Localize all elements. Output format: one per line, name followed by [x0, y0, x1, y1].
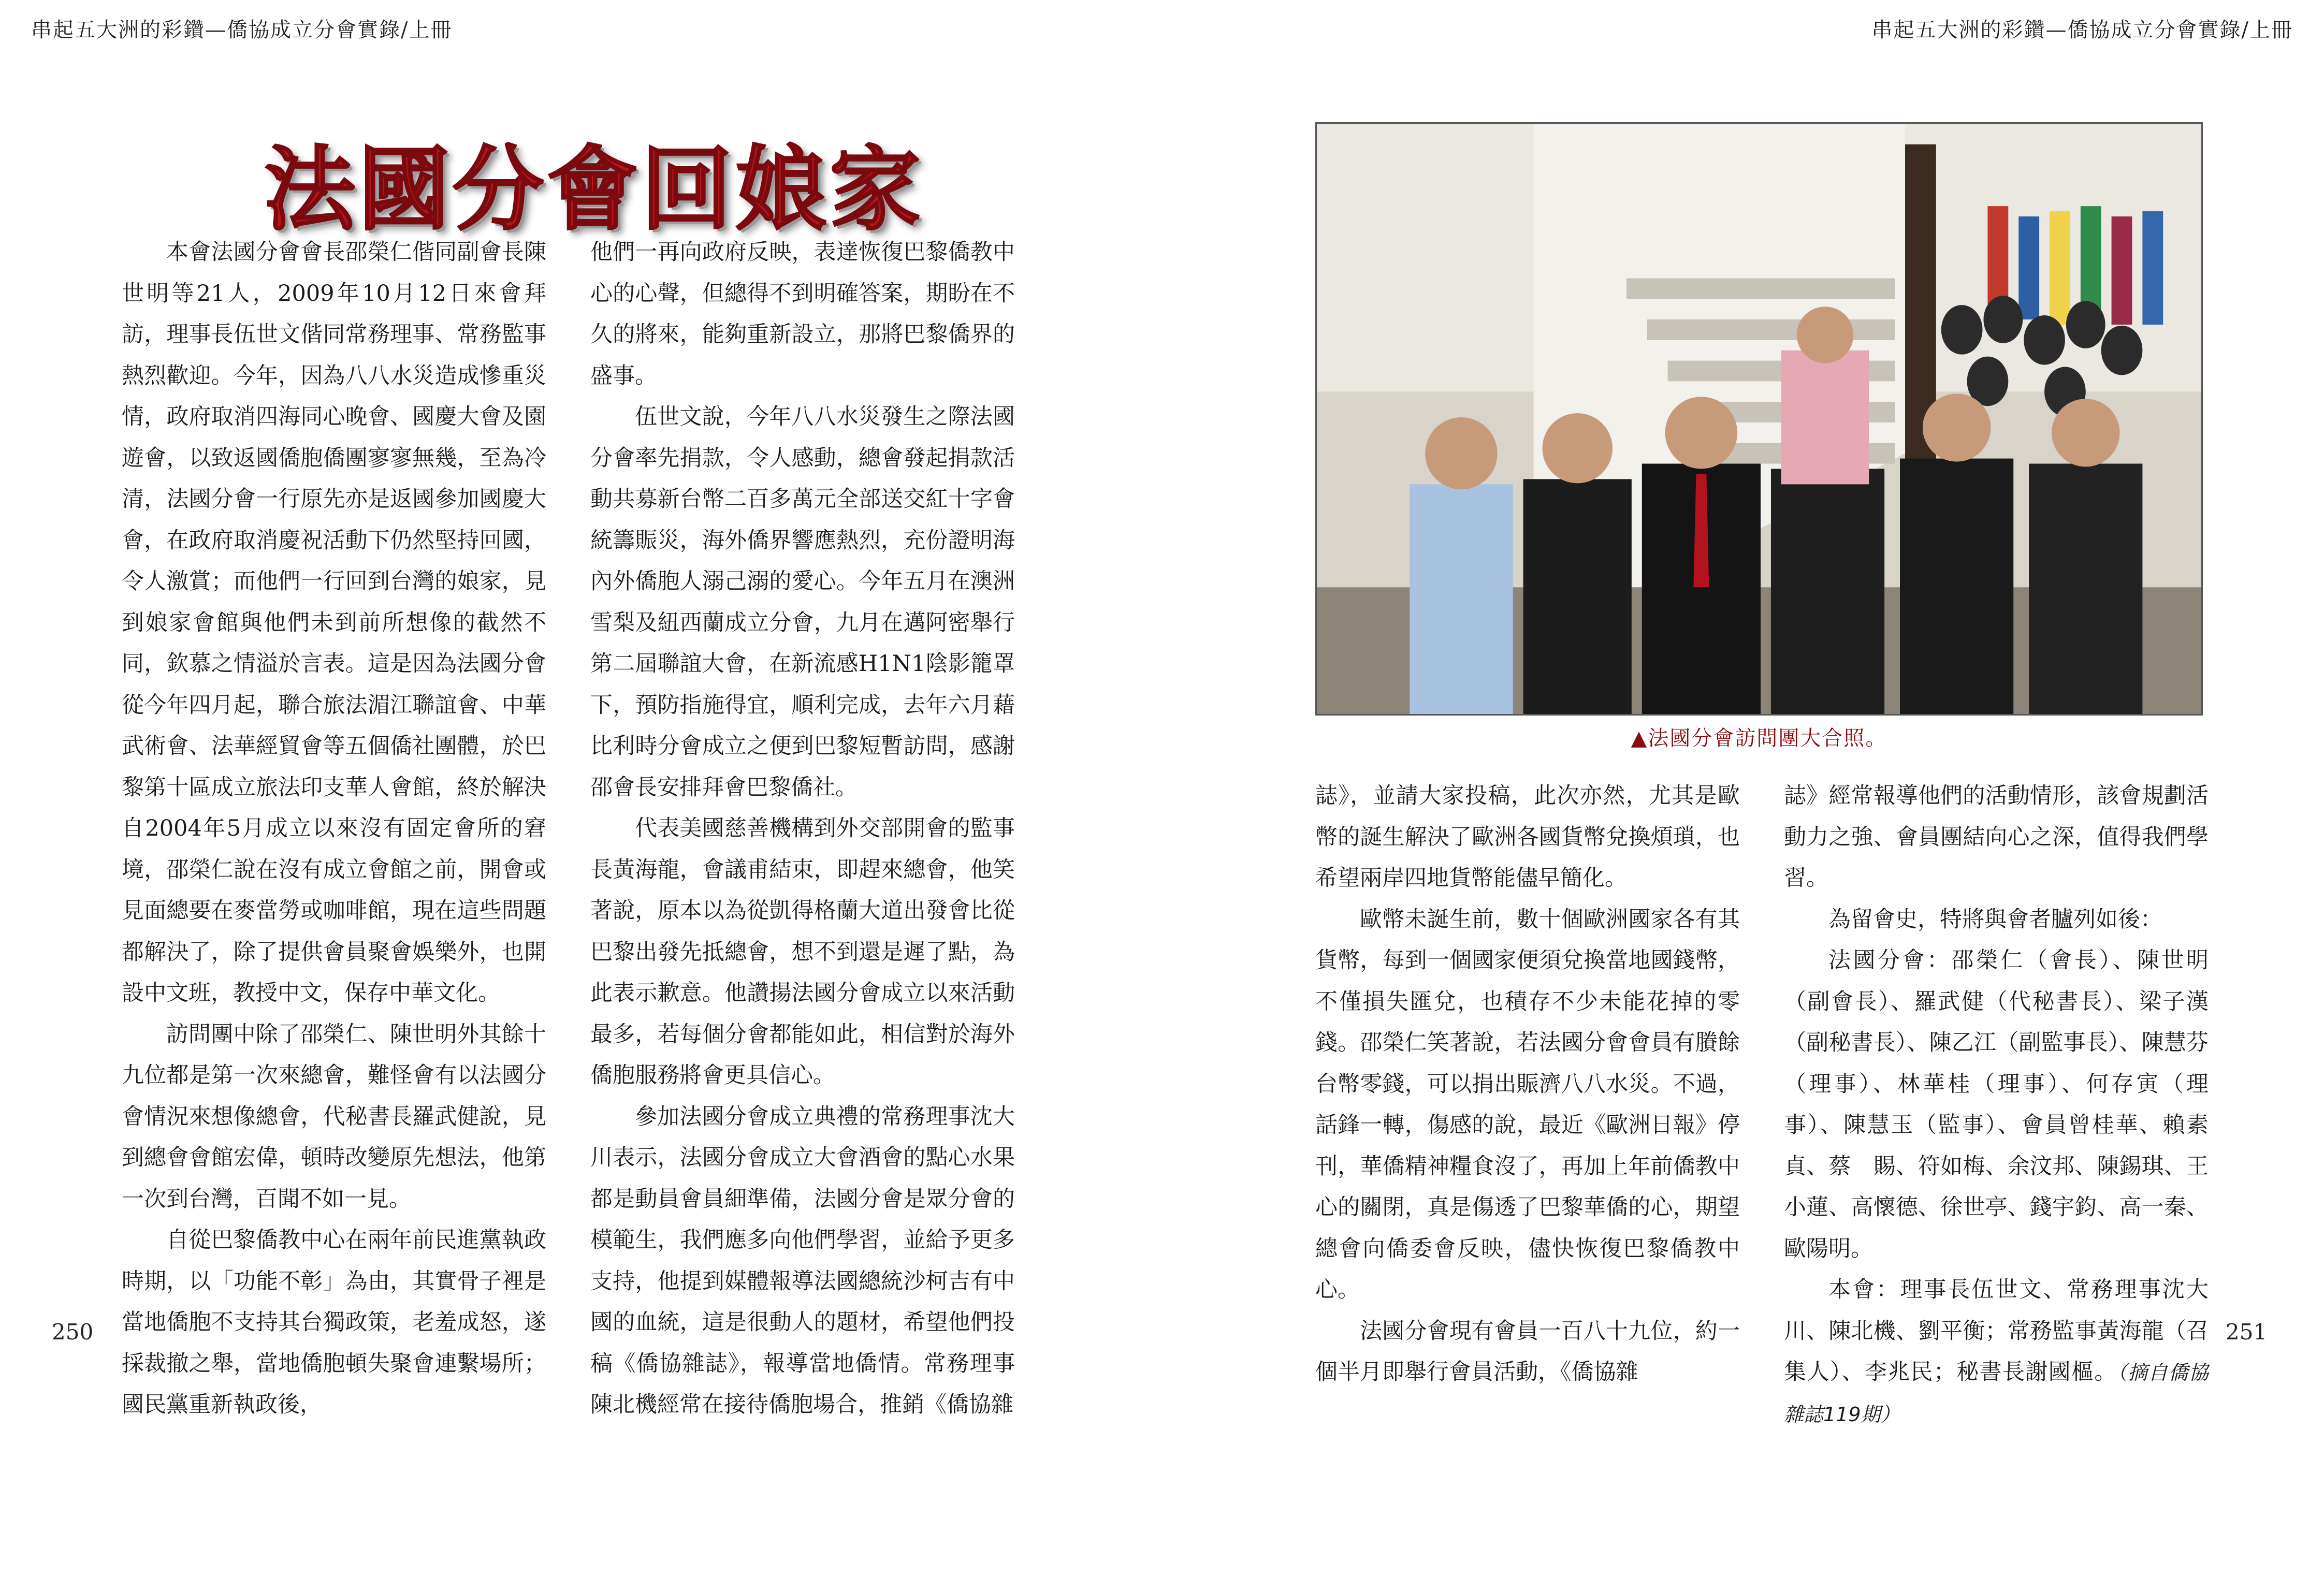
- paragraph: 誌》經常報導他們的活動情形，該會規劃活動力之強、會員團結向心之深，值得我們學習。: [1784, 783, 2209, 891]
- paragraph: 他們一再向政府反映，表達恢復巴黎僑教中心的心聲，但總得不到明確答案，期盼在不久的將來，能夠重新設立，那將巴黎僑界的盛事。: [590, 239, 1015, 389]
- text-column-3: [1315, 776, 1740, 1393]
- page-number-right: 251: [2226, 1319, 2268, 1345]
- paragraph: 伍世文說，今年八八水災發生之際法國分會率先捐款，令人感動，總會發起捐款活動共募新台幣二百多萬元全部送交紅十字會統籌賑災，海外僑界響應熱烈，充份證明海內外僑胞人溺己溺的愛心。今年五月在澳洲雪梨及紐西蘭成立分會，九月在邁阿密舉行第二屆聯誼大會，在新流感H1N1陰影籠罩下，預防指施得宜，順利完成，去年六月藉比利時分會成立之便到巴黎短暫訪問，感謝邵會長安排拜會巴黎僑社。: [590, 404, 1015, 800]
- text-column-4: [1784, 776, 2209, 1435]
- group-photo-image: [1317, 124, 2201, 714]
- paragraph: 法國分會現有會員一百八十九位，約一個半月即舉行會員活動，《僑協雜: [1315, 1318, 1740, 1385]
- source-note: （摘自僑協雜誌119期）: [1784, 1361, 2209, 1426]
- text-column-2: [590, 232, 1015, 1426]
- paragraph: 歐幣未誕生前，數十個歐洲國家各有其貨幣，每到一個國家便須兌換當地國錢幣，不僅損失匯兌，也積存不少未能花掉的零錢。邵榮仁笑著說，若法國分會會員有賸餘台幣零錢，可以捐出賑濟八八水災。不過，話鋒一轉，傷感的說，最近《歐洲日報》停刊，華僑精神糧食沒了，再加上年前僑教中心的關閉，真是傷透了巴黎華僑的心，期望總會向僑委會反映，儘快恢復巴黎僑教中心。: [1315, 906, 1740, 1303]
- group-photo: [1315, 122, 2203, 716]
- running-header-left: 串起五大洲的彩鑽—僑協成立分會實錄/上冊: [31, 18, 453, 42]
- caption-triangle-icon: ▲: [1631, 726, 1648, 750]
- paragraph-text: 本會：理事長伍世文、常務理事沈大川、陳北機、劉平衡；常務監事黃海龍（召集人）、李兆民；秘書長謝國樞。: [1784, 1277, 2209, 1385]
- photo-caption: [1315, 722, 2203, 751]
- article-title: 法國分會回娘家: [264, 137, 924, 243]
- paragraph: [1784, 1270, 2209, 1435]
- running-header-right: 串起五大洲的彩鑽—僑協成立分會實錄/上冊: [1871, 18, 2293, 42]
- paragraph: 為留會史，特將與會者臚列如後：: [1828, 906, 2162, 932]
- paragraph: 參加法國分會成立典禮的常務理事沈大川表示，法國分會成立大會酒會的點心水果都是動員會員細準備，法國分會是眾分會的模範生，我們應多向他們學習，並給予更多支持，他提到媒體報導法國總統沙柯吉有中國的血統，這是很動人的題材，希望他們投稿《僑協雜誌》，報導當地僑情。常務理事陳北機經常在接待僑胞場合，推銷《僑協雜: [590, 1103, 1015, 1418]
- paragraph: 代表美國慈善機構到外交部開會的監事長黃海龍，會議甫結束，即趕來總會，他笑著說，原本以為從凱得格蘭大道出發會比從巴黎出發先抵總會，想不到還是遲了點，為此表示歉意。他讚揚法國分會成立以來活動最多，若每個分會都能如此，相信對於海外僑胞服務將會更具信心。: [590, 815, 1015, 1088]
- paragraph: 本會法國分會會長邵榮仁偕同副會長陳世明等21人，2009年10月12日來會拜訪，理事長伍世文偕同常務理事、常務監事熱烈歡迎。今年，因為八八水災造成慘重災情，政府取消四海同心晚會、國慶大會及園遊會，以致返國僑胞僑團寥寥無幾，至為冷清，法國分會一行原先亦是返國參加國慶大會，在政府取消慶祝活動下仍然堅持回國，令人激賞；而他們一行回到台灣的娘家，見到娘家會館與他們未到前所想像的截然不同，欽慕之情溢於言表。這是因為法國分會從今年四月起，聯合旅法湄江聯誼會、中華武術會、法華經貿會等五個僑社團體，於巴黎第十區成立旅法印支華人會館，終於解決自2004年5月成立以來沒有固定會所的窘境，邵榮仁說在沒有成立會館之前，開會或見面總要在麥當勞或咖啡館，現在這些問題都解決了，除了提供會員聚會娛樂外，也開設中文班，教授中文，保存中華文化。: [122, 239, 546, 1006]
- text-column-1: [122, 232, 546, 1426]
- page-number-left: 250: [52, 1319, 94, 1345]
- paragraph: 法國分會：邵榮仁（會長）、陳世明（副會長）、羅武健（代秘書長）、梁子漢（副秘書長）、陳乙江（副監事長）、陳慧芬（理事）、林華桂（理事）、何存寅（理事）、陳慧玉（監事）、會員曾桂華、賴素貞、蔡 賜、符如梅、余汶邦、陳錫琪、王小蓮、高懷德、徐世亭、錢宇鈞、高一秦、歐陽明。: [1784, 947, 2209, 1262]
- photo-caption-text: 法國分會訪問團大合照。: [1648, 726, 1887, 750]
- paragraph: 訪問團中除了邵榮仁、陳世明外其餘十九位都是第一次來總會，難怪會有以法國分會情況來想像總會，代秘書長羅武健說，見到總會會館宏偉，頓時改變原先想法，他第一次到台灣，百聞不如一見。: [122, 1021, 546, 1212]
- paragraph: 自從巴黎僑教中心在兩年前民進黨執政時期，以「功能不彰」為由，其實骨子裡是當地僑胞不支持其台獨政策，老羞成怒，遂採裁撤之舉，當地僑胞頓失聚會連繫場所；國民黨重新執政後，: [122, 1227, 546, 1418]
- paragraph: 誌》，並請大家投稿，此次亦然，尤其是歐幣的誕生解決了歐洲各國貨幣兌換煩瑣，也希望兩岸四地貨幣能儘早簡化。: [1315, 783, 1740, 891]
